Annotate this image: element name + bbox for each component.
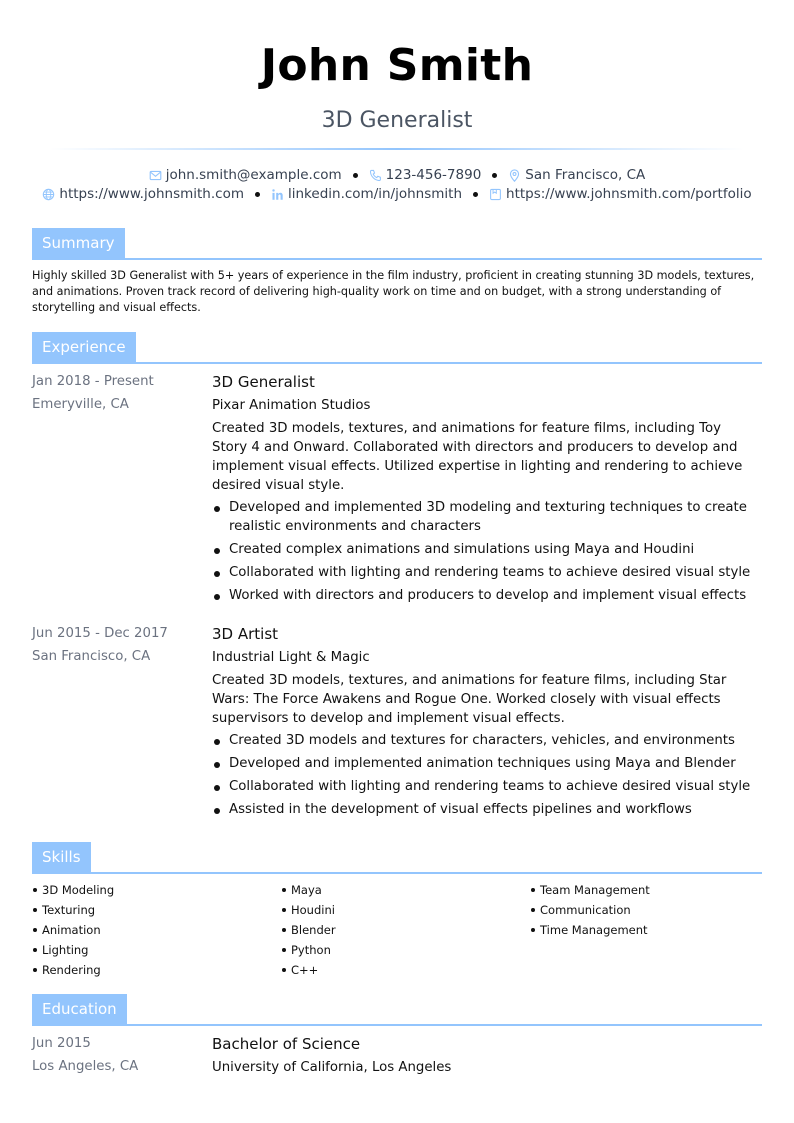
website-text: https://www.johnsmith.com	[59, 186, 244, 202]
section-heading-skills: Skills	[32, 842, 91, 873]
job-description: Created 3D models, textures, and animations for feature films, including Star Wars: The Force Awakens and Rogue One. Worked closely with visual effects supervisors to develop and implement visual effects.	[212, 673, 727, 726]
skills-column	[281, 880, 521, 980]
skill-item: Python	[281, 940, 521, 960]
candidate-name: John Smith	[260, 40, 534, 91]
linkedin-text: linkedin.com/in/johnsmith	[288, 186, 463, 202]
skill-item: Rendering	[32, 960, 272, 980]
skills-column	[32, 880, 272, 980]
job-location: San Francisco, CA	[32, 649, 151, 664]
separator-dot	[492, 173, 497, 178]
header-divider	[50, 148, 744, 150]
skills-column	[530, 880, 760, 940]
skill-item: C++	[281, 960, 521, 980]
section-heading-experience: Experience	[32, 332, 136, 363]
skill-item: Blender	[281, 920, 521, 940]
skill-item: Team Management	[530, 880, 760, 900]
job-description: Created 3D models, textures, and animations for feature films, including Toy Story 4 and Onward. Collaborated with directors and producers to develop and implement visual effects. Utilized expertise in lighting and rendering to achieve desired visual style.	[212, 421, 743, 493]
education-location: Los Angeles, CA	[32, 1059, 139, 1074]
candidate-headline: 3D Generalist	[321, 108, 473, 133]
section-divider	[32, 1024, 762, 1026]
mail-icon	[149, 169, 162, 182]
separator-dot	[473, 192, 478, 197]
contact-location	[508, 167, 645, 183]
education-entry	[212, 1032, 760, 1080]
job-entry	[212, 370, 760, 609]
job-bullet: Worked with directors and producers to develop and implement visual effects	[212, 586, 760, 605]
skill-item: Lighting	[32, 940, 272, 960]
job-company: Industrial Light & Magic	[212, 650, 370, 665]
map-pin-icon	[508, 169, 521, 182]
job-bullet: Created complex animations and simulations using Maya and Houdini	[212, 540, 760, 559]
linkedin-icon	[271, 188, 284, 201]
contact-row-links	[0, 185, 794, 203]
job-bullet: Assisted in the development of visual effects pipelines and workflows	[212, 800, 760, 819]
job-bullets	[212, 498, 760, 605]
separator-dot	[353, 173, 358, 178]
section-divider	[32, 362, 762, 364]
section-divider	[32, 872, 762, 874]
job-entry	[212, 622, 760, 823]
contact-email[interactable]	[149, 167, 342, 183]
section-heading-summary: Summary	[32, 228, 125, 259]
phone-text: 123-456-7890	[385, 167, 482, 183]
skill-item: Time Management	[530, 920, 760, 940]
job-dates: Jun 2015 - Dec 2017	[32, 626, 168, 641]
skill-item: 3D Modeling	[32, 880, 272, 900]
separator-dot	[255, 192, 260, 197]
skill-item: Texturing	[32, 900, 272, 920]
job-meta	[32, 370, 202, 416]
job-meta	[32, 622, 202, 668]
job-bullet: Collaborated with lighting and rendering teams to achieve desired visual style	[212, 563, 760, 582]
education-date: Jun 2015	[32, 1036, 91, 1051]
skill-item: Communication	[530, 900, 760, 920]
portfolio-text: https://www.johnsmith.com/portfolio	[506, 186, 752, 202]
job-location: Emeryville, CA	[32, 397, 129, 412]
education-school: University of California, Los Angeles	[212, 1060, 452, 1075]
job-bullet: Developed and implemented animation techniques using Maya and Blender	[212, 754, 760, 773]
job-title: 3D Generalist	[212, 373, 315, 391]
contact-portfolio[interactable]	[489, 186, 752, 202]
job-bullet: Collaborated with lighting and rendering teams to achieve desired visual style	[212, 777, 760, 796]
contact-website[interactable]	[42, 186, 244, 202]
location-text: San Francisco, CA	[525, 167, 646, 183]
email-text: john.smith@example.com	[165, 167, 342, 183]
section-heading-education: Education	[32, 994, 127, 1025]
contact-phone[interactable]	[369, 167, 482, 183]
globe-icon	[42, 188, 55, 201]
education-meta	[32, 1032, 202, 1078]
phone-icon	[369, 169, 382, 182]
job-dates: Jan 2018 - Present	[32, 374, 154, 389]
job-bullet: Developed and implemented 3D modeling and texturing techniques to create realistic environments and characters	[212, 498, 760, 536]
job-title: 3D Artist	[212, 625, 279, 643]
education-degree: Bachelor of Science	[212, 1035, 361, 1053]
section-divider	[32, 258, 762, 260]
job-bullet: Created 3D models and textures for characters, vehicles, and environments	[212, 731, 760, 750]
contact-linkedin[interactable]	[271, 186, 462, 202]
skill-item: Houdini	[281, 900, 521, 920]
skill-item: Maya	[281, 880, 521, 900]
summary-text: Highly skilled 3D Generalist with 5+ years of experience in the film industry, proficient in creating stunning 3D models, textures, and animations. Proven track record of delivering high-quality work on time and on budget, with a strong understanding of storytelling and visual effects.	[32, 269, 755, 314]
job-company: Pixar Animation Studios	[212, 398, 371, 413]
contact-row-primary	[0, 166, 794, 184]
job-bullets	[212, 731, 760, 819]
skill-item: Animation	[32, 920, 272, 940]
portfolio-icon	[489, 188, 502, 201]
